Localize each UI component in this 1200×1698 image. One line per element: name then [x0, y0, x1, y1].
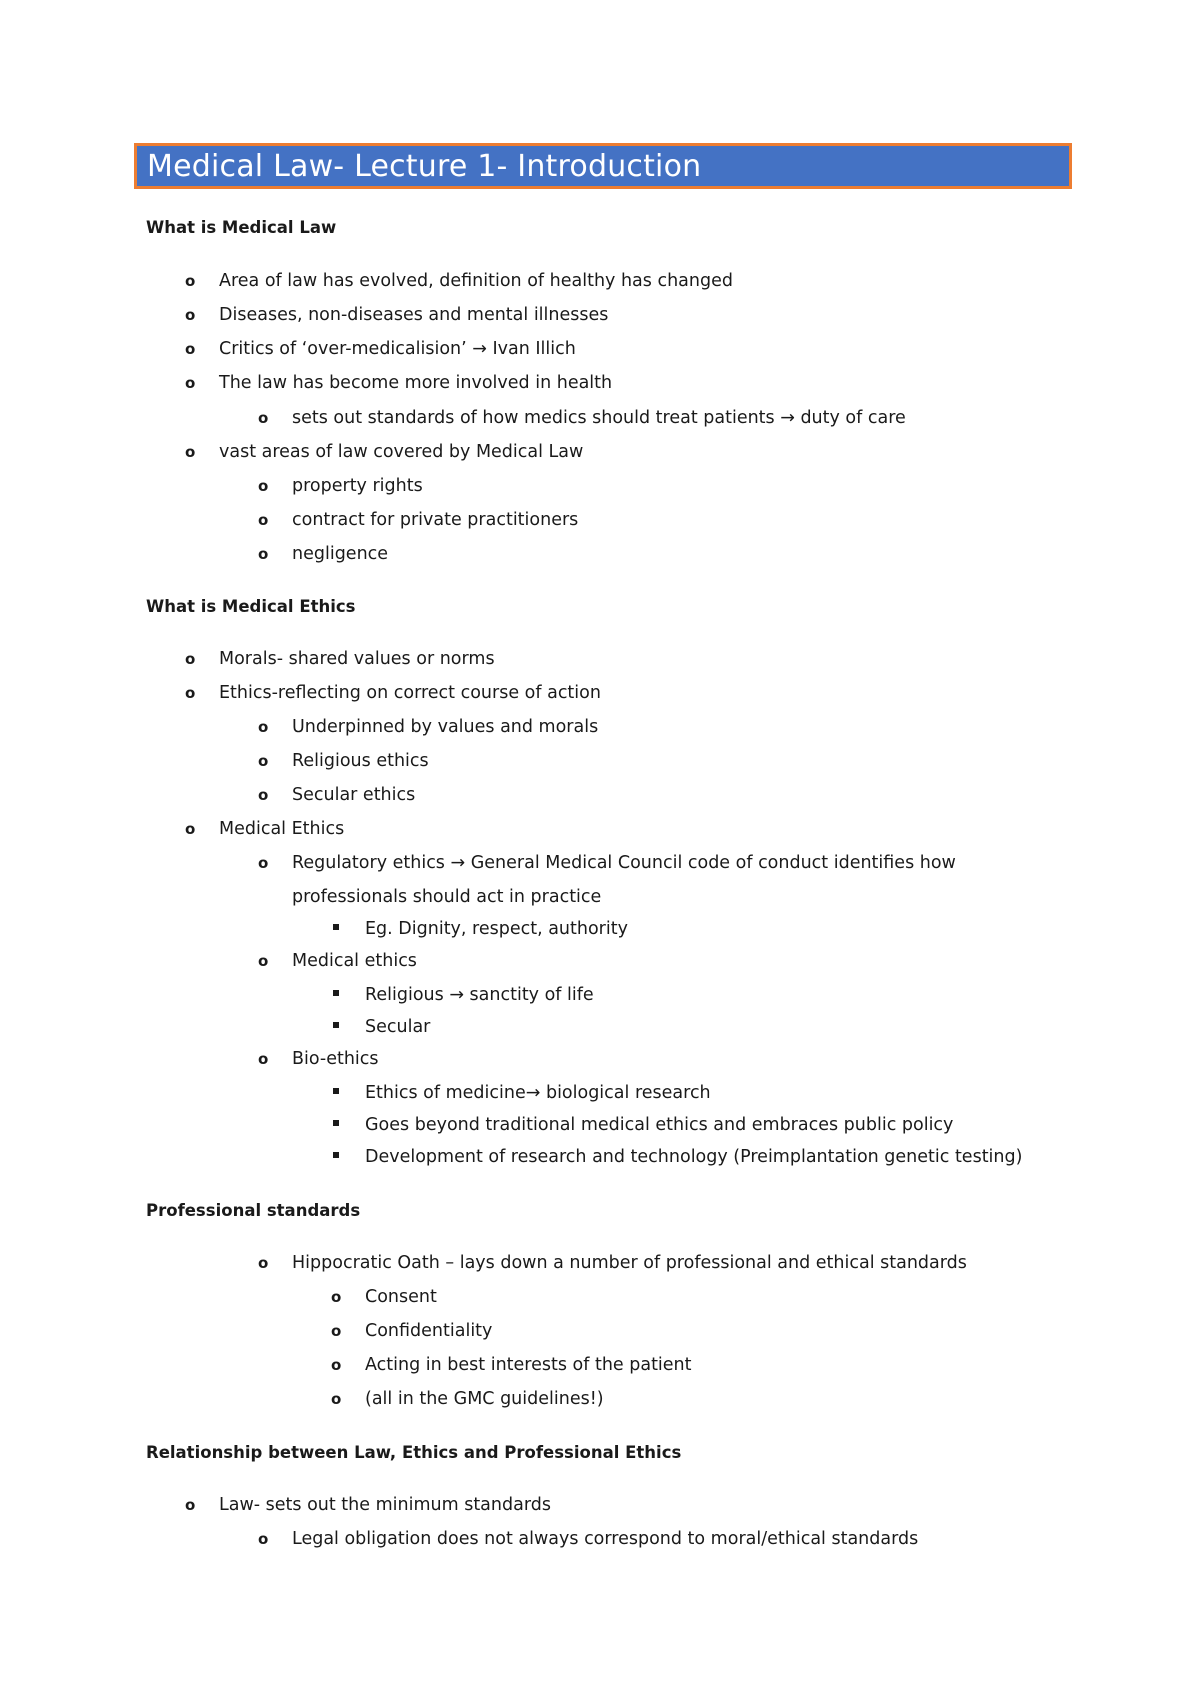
list-item: property rights [292, 476, 423, 496]
list-item: (all in the GMC guidelines!) [365, 1389, 604, 1409]
list-item-continuation: professionals should act in practice [292, 887, 602, 907]
square-bullet-icon [333, 1022, 339, 1028]
list-item: Hippocratic Oath – lays down a number of professional and ethical standards [292, 1253, 967, 1273]
bullet-icon: o [185, 443, 196, 461]
bullet-icon: o [185, 374, 196, 392]
bullet-icon: o [258, 718, 269, 736]
list-item: Consent [365, 1287, 437, 1307]
list-item: Acting in best interests of the patient [365, 1355, 692, 1375]
list-item: Bio-ethics [292, 1049, 379, 1069]
heading-what-is-medical-ethics: What is Medical Ethics [146, 597, 356, 616]
bullet-icon: o [258, 409, 269, 427]
bullet-icon: o [258, 511, 269, 529]
list-item: Area of law has evolved, definition of healthy has changed [219, 271, 733, 291]
list-item: Development of research and technology (Preimplantation genetic testing) [365, 1147, 1023, 1167]
bullet-icon: o [185, 306, 196, 324]
bullet-icon: o [258, 1254, 269, 1272]
list-item: Goes beyond traditional medical ethics and embraces public policy [365, 1115, 954, 1135]
bullet-icon: o [185, 340, 196, 358]
bullet-icon: o [258, 1530, 269, 1548]
list-item: Religious ethics [292, 751, 429, 771]
list-item: vast areas of law covered by Medical Law [219, 442, 584, 462]
heading-what-is-medical-law: What is Medical Law [146, 218, 337, 237]
list-item: Religious → sanctity of life [365, 985, 594, 1005]
bullet-icon: o [331, 1390, 342, 1408]
list-item: Morals- shared values or norms [219, 649, 495, 669]
list-item: Secular [365, 1017, 431, 1037]
bullet-icon: o [258, 1050, 269, 1068]
bullet-icon: o [258, 854, 269, 872]
heading-professional-standards: Professional standards [146, 1201, 361, 1220]
list-item: Diseases, non-diseases and mental illnesses [219, 305, 609, 325]
list-item: Medical ethics [292, 951, 417, 971]
bullet-icon: o [258, 752, 269, 770]
bullet-icon: o [258, 786, 269, 804]
list-item: Critics of ‘over-medicalision’ → Ivan Illich [219, 339, 576, 359]
bullet-icon: o [258, 545, 269, 563]
square-bullet-icon [333, 990, 339, 996]
square-bullet-icon [333, 1088, 339, 1094]
bullet-icon: o [185, 820, 196, 838]
list-item: Regulatory ethics → General Medical Council code of conduct identifies how [292, 853, 956, 873]
list-item: The law has become more involved in health [219, 373, 613, 393]
list-item: Medical Ethics [219, 819, 345, 839]
bullet-icon: o [258, 477, 269, 495]
list-item: Ethics of medicine→ biological research [365, 1083, 711, 1103]
list-item: Confidentiality [365, 1321, 493, 1341]
bullet-icon: o [258, 952, 269, 970]
square-bullet-icon [333, 924, 339, 930]
list-item: Secular ethics [292, 785, 416, 805]
list-item: contract for private practitioners [292, 510, 579, 530]
list-item: sets out standards of how medics should treat patients → duty of care [292, 408, 906, 428]
title-banner [134, 143, 1072, 189]
bullet-icon: o [185, 684, 196, 702]
bullet-icon: o [185, 650, 196, 668]
bullet-icon: o [331, 1322, 342, 1340]
list-item: Ethics-reflecting on correct course of action [219, 683, 601, 703]
page-title: Medical Law- Lecture 1- Introduction [147, 148, 702, 184]
list-item: negligence [292, 544, 389, 564]
heading-relationship-law-ethics: Relationship between Law, Ethics and Professional Ethics [146, 1443, 682, 1462]
bullet-icon: o [331, 1356, 342, 1374]
list-item: Eg. Dignity, respect, authority [365, 919, 628, 939]
list-item: Underpinned by values and morals [292, 717, 599, 737]
square-bullet-icon [333, 1120, 339, 1126]
list-item: Legal obligation does not always correspond to moral/ethical standards [292, 1529, 919, 1549]
bullet-icon: o [331, 1288, 342, 1306]
bullet-icon: o [185, 1496, 196, 1514]
list-item: Law- sets out the minimum standards [219, 1495, 551, 1515]
square-bullet-icon [333, 1152, 339, 1158]
bullet-icon: o [185, 272, 196, 290]
